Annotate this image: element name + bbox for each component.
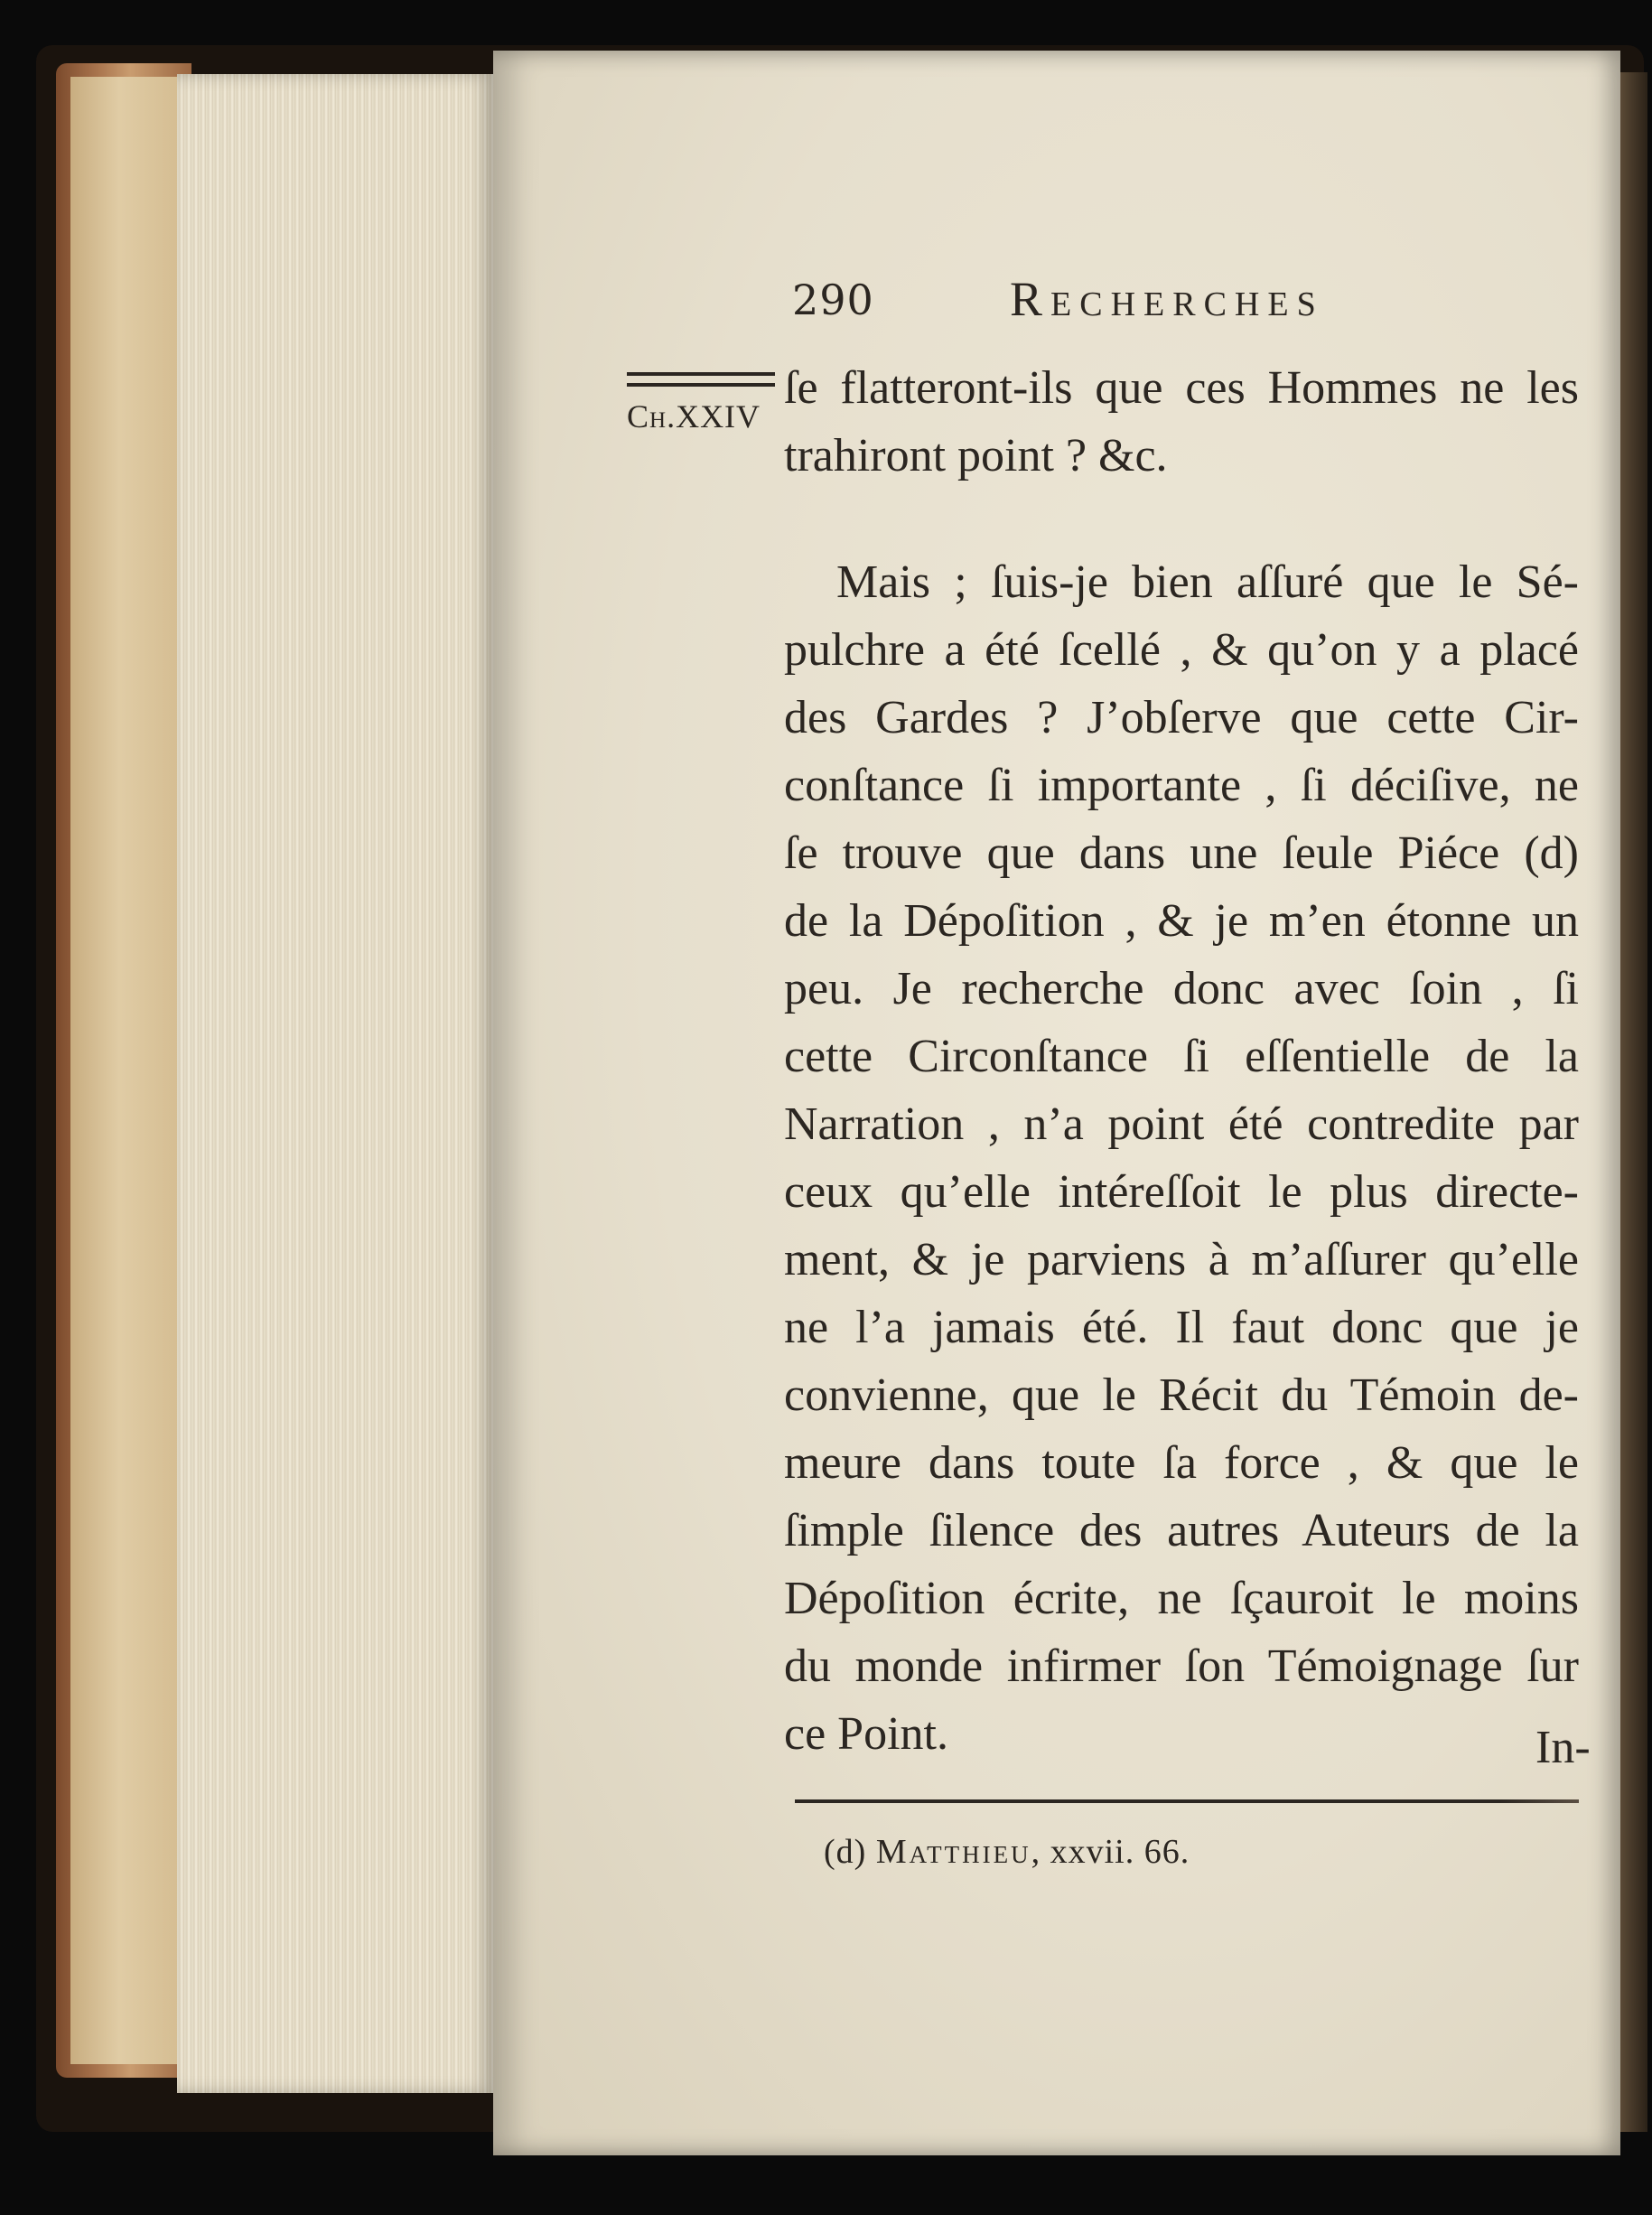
chapter-rule-top	[627, 372, 775, 376]
text-line: ceux qu’elle intéreſſoit le plus directe-	[784, 1166, 1579, 1218]
text-line: Narration , n’a point été contredite par	[784, 1098, 1579, 1150]
page-block-edges	[177, 74, 493, 2093]
text-line: ſe flatteront-ils que ces Hommes ne les	[784, 362, 1579, 414]
text-line: convienne, que le Récit du Témoin de-	[784, 1369, 1579, 1421]
running-head: Recherches	[1010, 272, 1324, 326]
page-number: 290	[792, 276, 874, 324]
footnote-reference: , xxvii. 66.	[1031, 1833, 1190, 1871]
footnote-source: Matthieu	[875, 1833, 1031, 1871]
chapter-rule-bottom	[627, 383, 775, 387]
text-line: cette Circonſtance ſi eſſentielle de la	[784, 1031, 1579, 1082]
footnote	[824, 1832, 1190, 1872]
text-line: conſtance ſi importante , ſi déciſive, ne	[784, 760, 1579, 811]
text-line: peu. Je recherche donc avec ſoin , ſi	[784, 963, 1579, 1014]
footnote-marker: (d)	[824, 1833, 867, 1871]
text-line: meure dans toute ſa force , & que le	[784, 1437, 1579, 1489]
text-line: Mais ; ſuis-je bien aſſuré que le Sé-	[836, 556, 1579, 608]
text-line: de la Dépoſition , & je m’en étonne un	[784, 895, 1579, 947]
footnote-rule	[795, 1799, 1579, 1803]
text-line: ment, & je parviens à m’aſſurer qu’elle	[784, 1234, 1579, 1285]
text-line: Dépoſition écrite, ne ſçauroit le moins	[784, 1573, 1579, 1624]
text-line: pulchre a été ſcellé , & qu’on y a placé	[784, 624, 1579, 676]
facing-page-edge	[1620, 72, 1647, 2132]
text-line: ce Point.	[784, 1708, 948, 1760]
catchword: In-	[1535, 1722, 1591, 1773]
text-line: du monde infirmer ſon Témoignage ſur	[784, 1640, 1579, 1692]
book-cover-inner	[70, 77, 179, 2064]
text-line: trahiront point ? &c.	[784, 430, 1168, 481]
text-line: des Gardes ? J’obſerve que cette Cir-	[784, 692, 1579, 743]
text-line: ſimple ſilence des autres Auteurs de la	[784, 1505, 1579, 1556]
chapter-marginal-label: Ch.XXIV	[627, 398, 761, 435]
text-line: ſe trouve que dans une ſeule Piéce (d)	[784, 827, 1579, 879]
text-line: ne l’a jamais été. Il faut donc que je	[784, 1302, 1579, 1353]
